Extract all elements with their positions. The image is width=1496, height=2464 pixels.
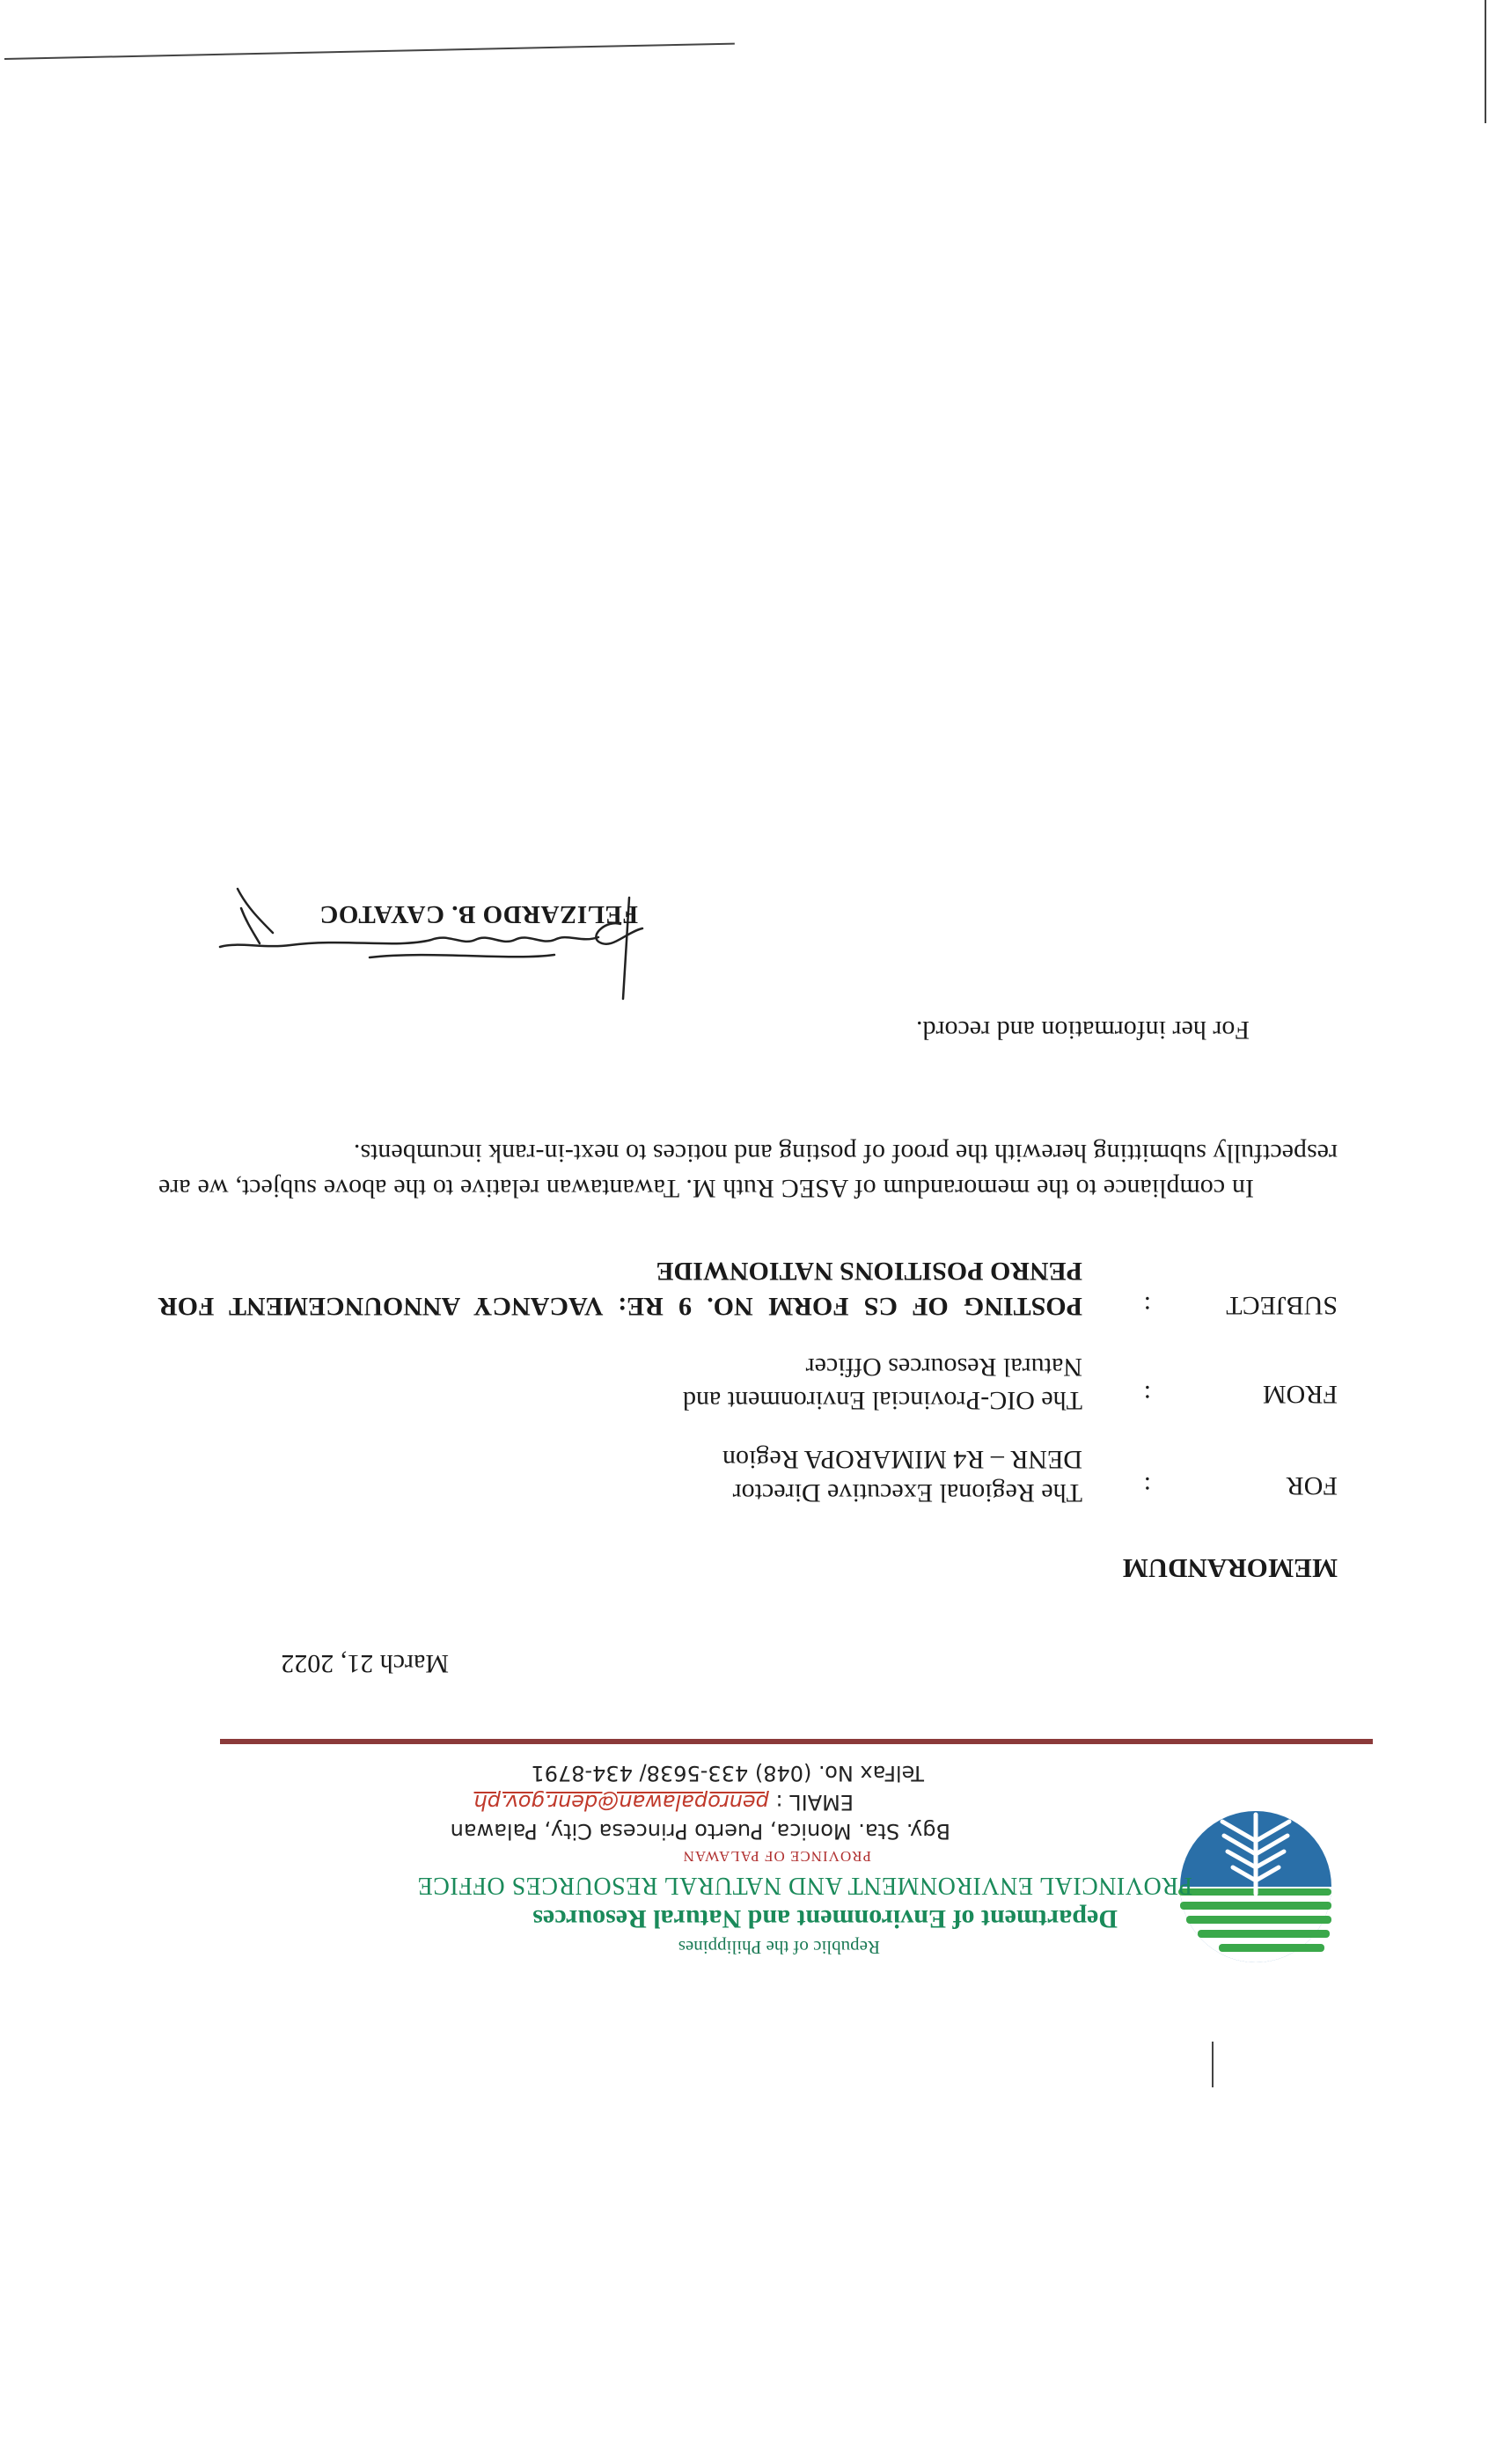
memo-date: March 21, 2022 (281, 1649, 449, 1678)
closing-line: For her information and record. (915, 1016, 1250, 1045)
signer-name: FELIZARDO B. CAYATOC (319, 900, 638, 928)
body-paragraph: In compliance to the memorandum of ASEC Ruth M. Tawantawan relative to the above subject, we are respectfully submitting herewith the proof of posting and notices to next-in-rank incumbents. (158, 1139, 1338, 1203)
memo-title: MEMORANDUM (1122, 1553, 1338, 1584)
subject-text: POSTING OF CS FORM NO. 9 RE: VACANCY ANNOUNCEMENT FOR PENRO POSITIONS NATIONWIDE (158, 1257, 1082, 1321)
from-colon: : (1143, 1380, 1151, 1409)
office-address: Bgy. Sta. Monica, Puerto Princesa City, Palawan (450, 1819, 950, 1844)
telfax-number: TelFax No. (048) 433-5638/ 434-8791 (531, 1761, 924, 1786)
from-line-1: The OIC-Provincial Environment and (682, 1386, 1082, 1415)
province-name: PROVINCE OF PALAWAN (682, 1848, 871, 1865)
subject-label: SUBJECT (1226, 1291, 1338, 1320)
denr-logo-icon (1178, 1809, 1333, 1964)
office-name: PROVINCIAL ENVIRONMENT AND NATURAL RESOURCES OFFICE (417, 1872, 1192, 1899)
signature-image (211, 871, 660, 1003)
for-colon: : (1143, 1471, 1151, 1500)
for-line-1: The Regional Executive Director (732, 1478, 1082, 1507)
for-line-2: DENR – R4 MIMAROPA Region (722, 1445, 1082, 1474)
email-link[interactable]: penropalawan@denr.gov.ph (473, 1790, 769, 1815)
from-line-2: Natural Resources Officer (805, 1353, 1082, 1382)
from-sender (683, 1350, 1082, 1417)
subject-colon: : (1143, 1291, 1151, 1320)
header-divider (220, 1739, 1373, 1744)
department-name: Department of Environment and Natural Resources (532, 1904, 1118, 1933)
for-recipient (722, 1442, 1082, 1509)
republic-label: Republic of the Philippines (678, 1937, 880, 1958)
for-label: FOR (1286, 1471, 1338, 1500)
email-row (474, 1790, 854, 1815)
from-label: FROM (1262, 1380, 1338, 1409)
email-label: EMAIL : (775, 1790, 854, 1815)
